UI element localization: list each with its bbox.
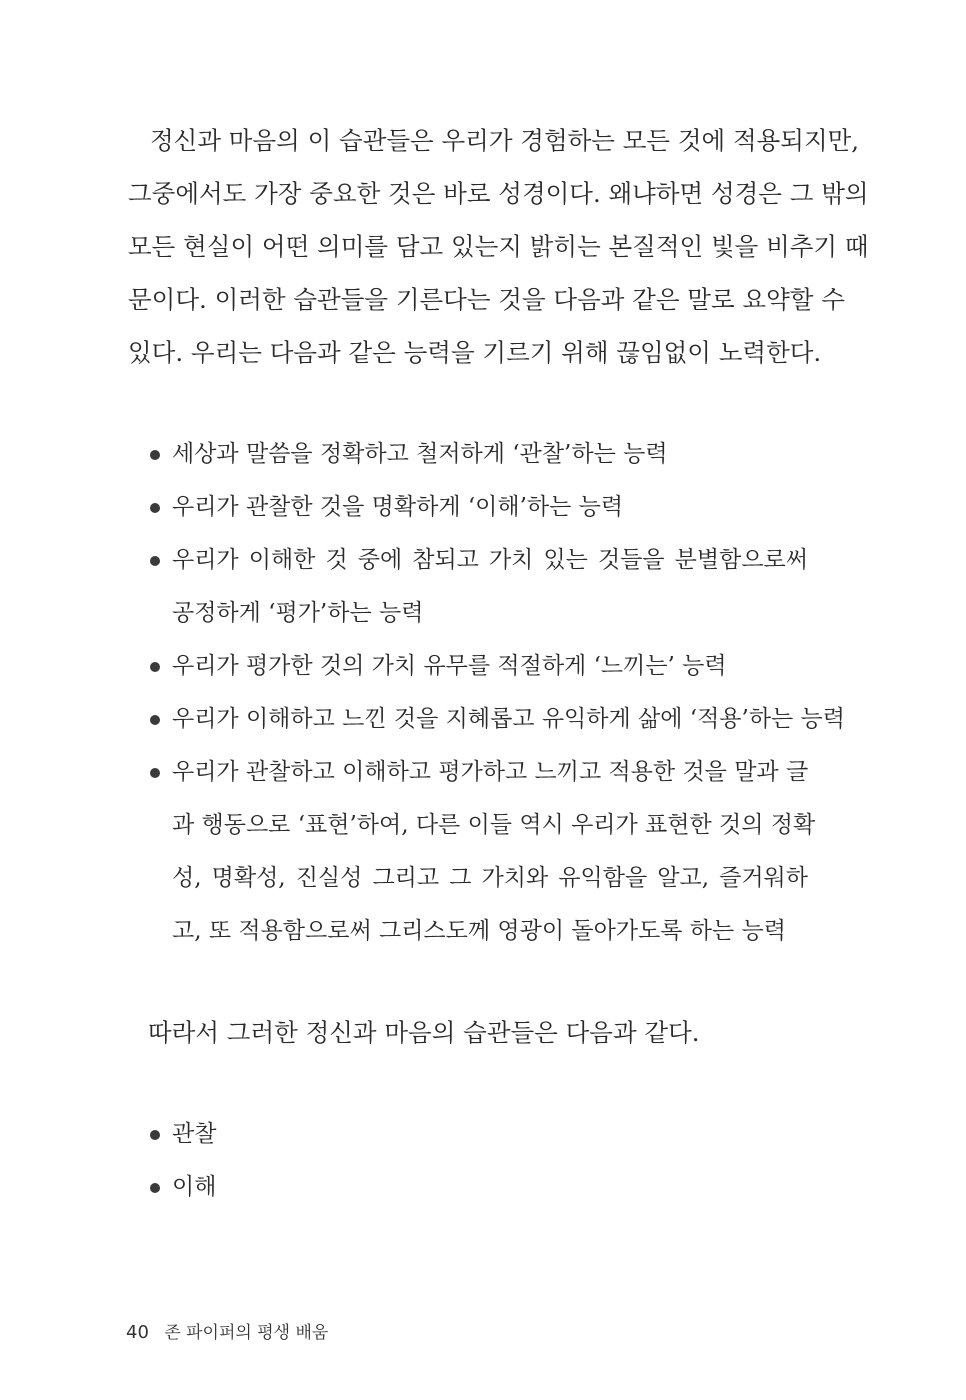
intro-line: 모든 현실이 어떤 의미를 담고 있는지 밝히는 본질적인 빛을 비추기 때 [128,232,869,261]
page-footer [126,1318,328,1343]
list-item [148,1161,808,1214]
list-item [148,1108,808,1161]
page-number: 40 [126,1322,149,1343]
list-item [148,428,808,481]
list-item [148,746,816,958]
habits-list [148,1108,808,1214]
bullet-icon [150,556,160,566]
bullet-icon [150,1183,160,1193]
list-item [148,481,808,534]
list-item-text: 우리가 관찰한 것을 명확하게 ‘이해’하는 능력 [172,494,624,520]
list-item-text: 과 행동으로 ‘표현’하여, 다른 이들 역시 우리가 표현한 것의 정확 [172,812,816,838]
list-item-text: 이해 [172,1174,217,1200]
abilities-list [148,428,845,958]
list-item [148,693,845,746]
intro-line: 있다. 우리는 다음과 같은 능력을 기르기 위해 끊임없이 노력한다. [128,338,822,367]
list-item-text: 성, 명확성, 진실성 그리고 그 가치와 유익함을 알고, 즐거워하 [172,865,808,891]
bullet-icon [150,662,160,672]
list-item-text: 공정하게 ‘평가’하는 능력 [172,600,424,626]
list-item-text: 우리가 이해한 것 중에 참되고 가치 있는 것들을 분별함으로써 [172,547,808,573]
bullet-icon [150,1130,160,1140]
bullet-icon [150,450,160,460]
list-item-text: 관찰 [172,1121,217,1147]
list-item [148,640,808,693]
list-item-text: 우리가 평가한 것의 가치 유무를 적절하게 ‘느끼는’ 능력 [172,653,727,679]
book-title: 존 파이퍼의 평생 배움 [164,1323,329,1343]
list-item-text: 우리가 이해하고 느낀 것을 지혜롭고 유익하게 삶에 ‘적용’하는 능력 [172,706,845,732]
list-item-text: 고, 또 적용함으로써 그리스도께 영광이 돌아가도록 하는 능력 [172,918,786,944]
bullet-icon [150,715,160,725]
bullet-icon [150,768,160,778]
list-item [148,534,808,640]
intro-line: 문이다. 이러한 습관들을 기른다는 것을 다음과 같은 말로 요약할 수 [128,285,845,314]
summary-sentence: 따라서 그러한 정신과 마음의 습관들은 다음과 같다. [148,1018,700,1047]
list-item-text: 세상과 말씀을 정확하고 철저하게 ‘관찰’하는 능력 [172,441,668,467]
bullet-icon [150,503,160,513]
intro-line: 그중에서도 가장 중요한 것은 바로 성경이다. 왜냐하면 성경은 그 밖의 [128,179,869,208]
intro-line: 정신과 마음의 이 습관들은 우리가 경험하는 모든 것에 적용되지만, [150,126,860,155]
list-item-text: 우리가 관찰하고 이해하고 평가하고 느끼고 적용한 것을 말과 글 [172,759,809,785]
intro-paragraph [128,114,869,379]
